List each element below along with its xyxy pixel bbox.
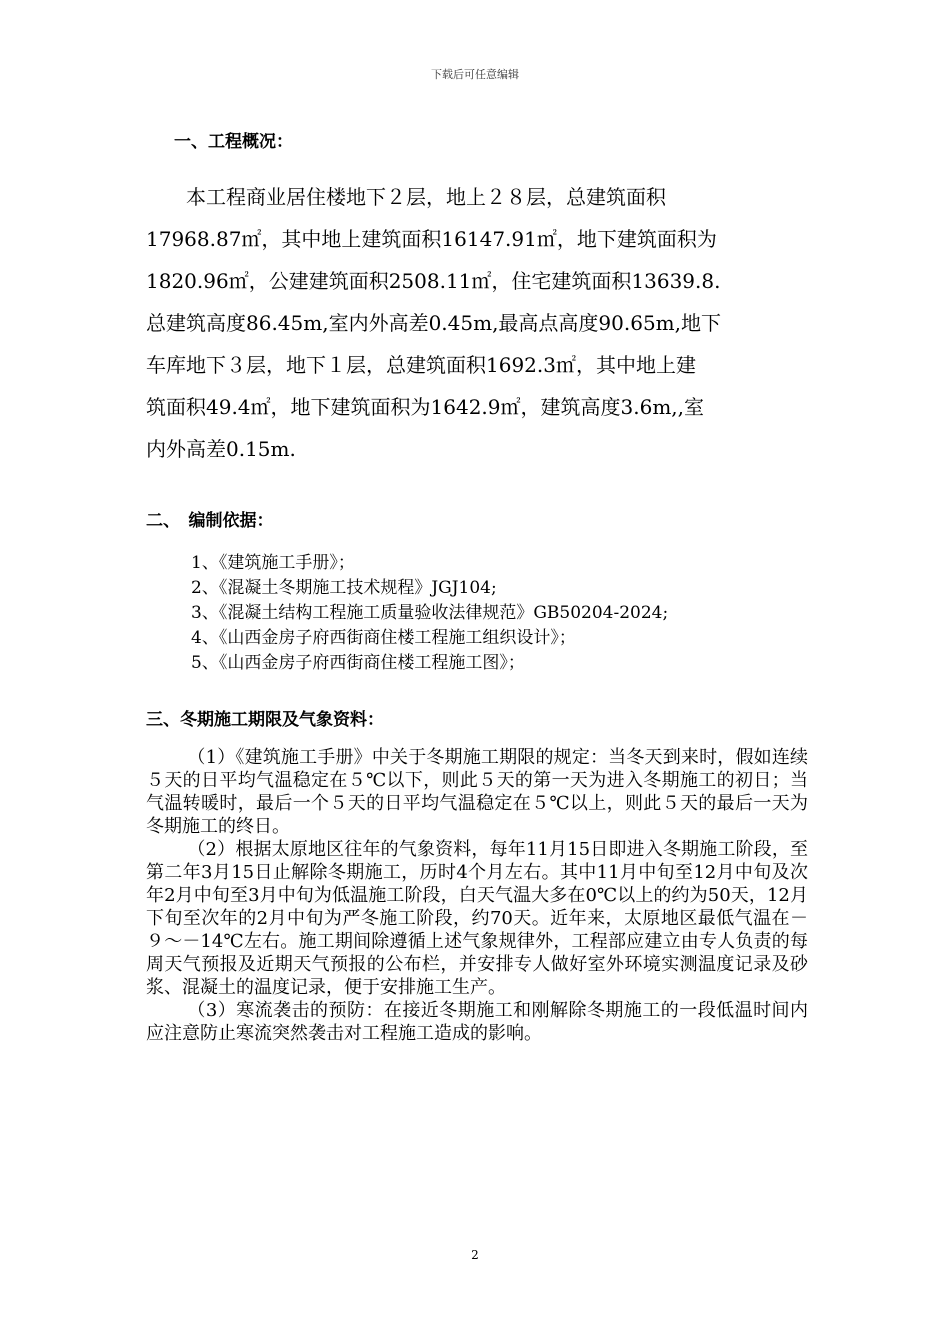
overview-body [146, 176, 806, 470]
list-item: 4、《山西金房子府西街商住楼工程施工组织设计》； [191, 628, 576, 648]
list-item: 3、《混凝土结构工程施工质量验收法律规范》GB50204-2024; [191, 603, 669, 623]
section-title-winter: 三、冬期施工期限及气象资料： [146, 710, 384, 730]
paragraph: （2）根据太原地区往年的气象资料，每年11月15日即进入冬期施工阶段，至第二年3月15日止解除冬期施工，历时4个月左右。其中11月中旬至12月中旬及次年2月中旬至3月中旬为低温施工阶段，白天气温大多在0℃以上的约为50天，12月下旬至次年的2月中旬为严冬施工阶段，约70天。近年来，太原地区最低气温在－９～－14℃左右。施工期间除遵循上述气象规律外，工程部应建立由专人负责的每周天气预报及近期天气预报的公布栏，并安排专人做好室外环境实测温度记录及砂浆、混凝土的温度记录，便于安排施工生产。 [146, 839, 808, 998]
section-title-basis: 二、 编制依据： [146, 511, 274, 531]
paragraph: （1）《建筑施工手册》中关于冬期施工期限的规定：当冬天到来时，假如连续５天的日平均气温稳定在５℃以下，则此５天的第一天为进入冬期施工的初日；当气温转暖时，最后一个５天的日平均气温稳定在５℃以上，则此５天的最后一天为冬期施工的终日。 [146, 747, 808, 837]
list-item: 2、《混凝土冬期施工技术规程》JGJ104; [191, 578, 497, 598]
overview-line: 车库地下３层，地下１层，总建筑面积1692.3㎡，其中地上建 [146, 353, 696, 377]
overview-line: 总建筑高度86.45m,室内外高差0.45m,最高点高度90.65m,地下 [146, 311, 722, 335]
winter-body [146, 746, 808, 1045]
overview-line: 筑面积49.4㎡，地下建筑面积为1642.9㎡，建筑高度3.6m,,室 [146, 395, 704, 419]
overview-line: 17968.87㎡，其中地上建筑面积16147.91㎡，地下建筑面积为 [146, 227, 717, 251]
section-title-overview: 一、工程概况： [174, 132, 293, 152]
page-header-note: 下载后可任意编辑 [431, 68, 519, 81]
overview-line: 本工程商业居住楼地下２层，地上２８层，总建筑面积 [146, 185, 666, 209]
list-item: 1、《建筑施工手册》； [191, 553, 355, 573]
paragraph: （3）寒流袭击的预防：在接近冬期施工和刚解除冬期施工的一段低温时间内应注意防止寒流突然袭击对工程施工造成的影响。 [146, 1000, 808, 1044]
overview-line: 内外高差0.15m. [146, 437, 296, 461]
page-number: 2 [471, 1248, 479, 1262]
overview-line: 1820.96㎡，公建建筑面积2508.11㎡，住宅建筑面积13639.8. [146, 269, 721, 293]
basis-list [191, 551, 668, 676]
list-item: 5、《山西金房子府西街商住楼工程施工图》； [191, 653, 525, 673]
